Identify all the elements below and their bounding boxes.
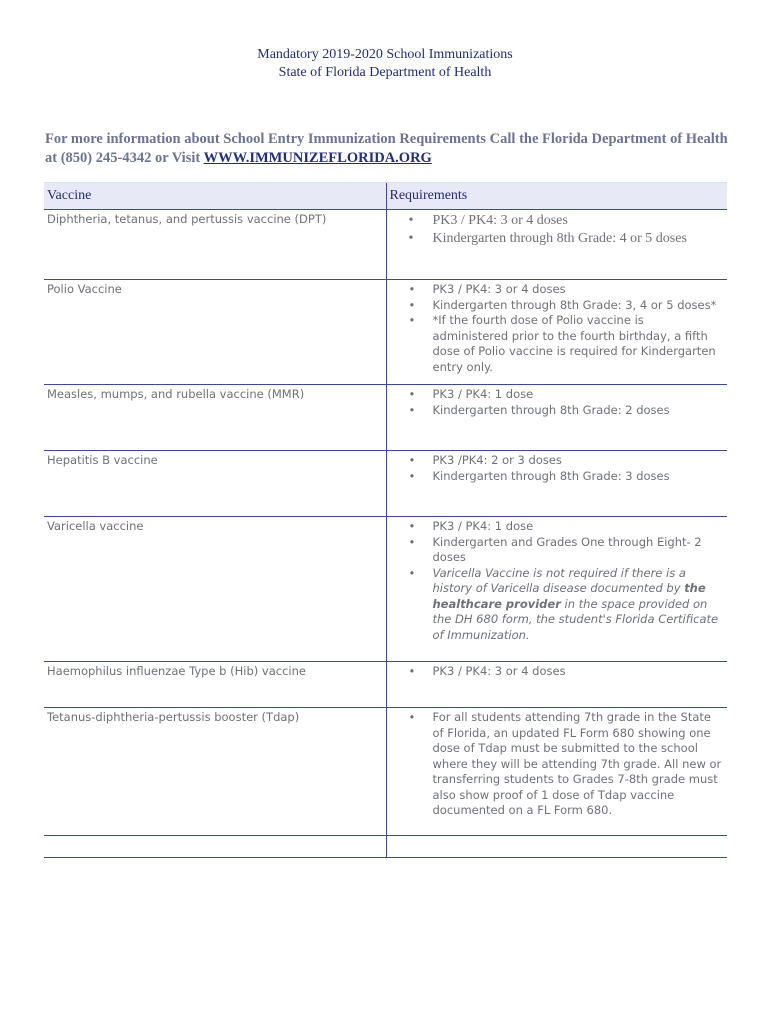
- requirements-list: [387, 453, 728, 484]
- requirements-cell: [386, 280, 727, 385]
- varicella-note: [387, 566, 728, 644]
- vaccine-name: Varicella vaccine: [47, 519, 144, 533]
- requirements-cell: [386, 708, 727, 836]
- vaccine-name: Tetanus-diphtheria-pertussis booster (Tdap): [47, 710, 300, 724]
- list-item: • Kindergarten through 8th Grade: 3 doses: [387, 469, 728, 485]
- note-emphasis: the healthcare provider: [432, 581, 706, 611]
- vaccine-cell: [44, 451, 386, 517]
- requirements-cell: [386, 385, 727, 451]
- info-text: For more information about School Entry Immunization Requirements Call the Florida Department of Health at (850) 245-4342 or Visit: [45, 131, 728, 166]
- requirements-cell: [386, 451, 727, 517]
- list-item: • PK3 /PK4: 2 or 3 doses: [387, 453, 728, 469]
- table-row-polio: [44, 280, 727, 385]
- table-row-hib: [44, 662, 727, 708]
- list-item: • PK3 / PK4: 1 dose: [387, 387, 728, 403]
- vaccine-name: Measles, mumps, and rubella vaccine (MMR): [47, 387, 305, 401]
- vaccine-name: Diphtheria, tetanus, and pertussis vaccine (DPT): [47, 212, 327, 226]
- list-item: • PK3 / PK4: 1 dose: [387, 519, 728, 535]
- list-item: • PK3 / PK4: 3 or 4 doses: [387, 664, 728, 680]
- vaccine-cell: [44, 517, 386, 662]
- list-item: • Kindergarten through 8th Grade: 3, 4 or 5 doses*: [387, 298, 728, 314]
- vaccine-name: Polio Vaccine: [47, 282, 122, 296]
- requirements-cell: [386, 836, 727, 858]
- requirements-cell: [386, 210, 727, 280]
- vaccine-name: Haemophilus influenzae Type b (Hib) vaccine: [47, 664, 306, 678]
- vaccine-cell: [44, 708, 386, 836]
- immunization-table: [44, 182, 727, 858]
- requirements-list: [387, 519, 728, 643]
- table-row-hepatitis-b: [44, 451, 727, 517]
- list-item: • Kindergarten through 8th Grade: 4 or 5 doses: [387, 230, 728, 248]
- vaccine-cell: [44, 836, 386, 858]
- document-header: [0, 46, 770, 82]
- requirements-list: [387, 664, 728, 680]
- requirements-list: [387, 710, 728, 819]
- note-text: in the space provided on the DH 680 form, the student's Florida Certificate of Immunization.: [432, 596, 719, 642]
- document-title: Mandatory 2019-2020 School Immunizations: [257, 47, 513, 62]
- table-row-tdap: [44, 708, 727, 836]
- info-paragraph: [45, 130, 735, 168]
- requirements-list: [387, 212, 728, 248]
- list-item: • For all students attending 7th grade in the State of Florida, an updated FL Form 680 showing one dose of Tdap must be submitted to the school where they will be attending 7th grade. All new or transferring students to Grades 7-8th grade must also show proof of 1 dose of Tdap vaccine documented on a FL Form 680.: [387, 710, 728, 819]
- table-row-mmr: [44, 385, 727, 451]
- requirements-list: [387, 282, 728, 375]
- vaccine-cell: [44, 662, 386, 708]
- vaccine-cell: [44, 210, 386, 280]
- note-text: Varicella Vaccine is not required if there is a history of Varicella disease documented by: [432, 565, 686, 595]
- requirements-cell: [386, 517, 727, 662]
- vaccine-cell: [44, 385, 386, 451]
- table-row-varicella: [44, 517, 727, 662]
- requirements-list: [387, 387, 728, 418]
- table-row-dpt: [44, 210, 727, 280]
- list-item: • PK3 / PK4: 3 or 4 doses: [387, 212, 728, 230]
- requirements-column-header: Requirements: [386, 183, 727, 210]
- table-header-row: [44, 183, 727, 210]
- immunize-florida-link[interactable]: WWW.IMMUNIZEFLORIDA.ORG: [203, 150, 432, 166]
- list-item: • PK3 / PK4: 3 or 4 doses: [387, 282, 728, 298]
- list-item: • *If the fourth dose of Polio vaccine is administered prior to the fourth birthday, a fifth dose of Polio vaccine is required for Kindergarten entry only.: [387, 313, 728, 375]
- list-item: • Kindergarten through 8th Grade: 2 doses: [387, 403, 728, 419]
- document-subtitle: State of Florida Department of Health: [278, 65, 492, 80]
- list-item: • Kindergarten and Grades One through Eight- 2 doses: [387, 535, 728, 566]
- vaccine-name: Hepatitis B vaccine: [47, 453, 158, 467]
- vaccine-cell: [44, 280, 386, 385]
- vaccine-column-header: Vaccine: [44, 183, 386, 210]
- requirements-cell: [386, 662, 727, 708]
- table-row-empty: [44, 836, 727, 858]
